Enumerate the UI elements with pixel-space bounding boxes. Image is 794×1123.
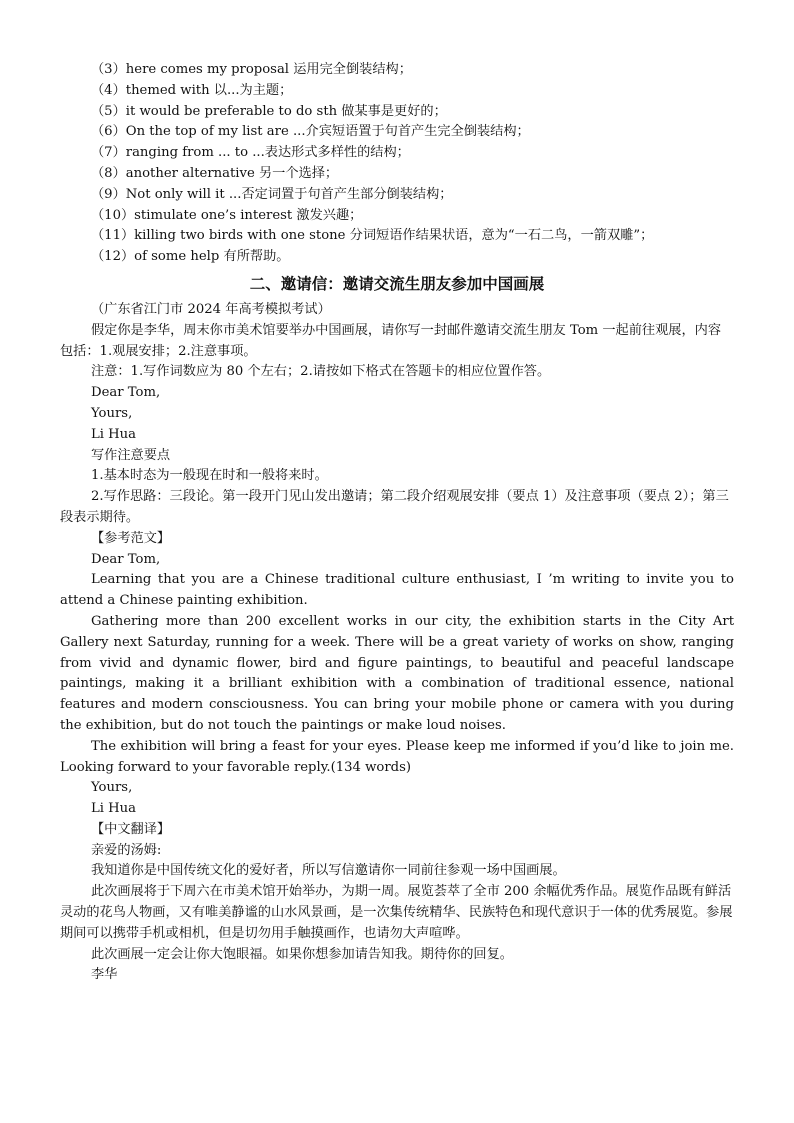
format-name: Li Hua [91, 426, 137, 442]
list-item: （5）it would be preferable to do sth 做某事是更好的； [91, 103, 447, 119]
cn-paragraph: 此次画展一定会让你大饱眼福。如果你想参加请告知我。期待你的回复。 [91, 946, 513, 962]
sample-name: Li Hua [91, 801, 137, 817]
list-item: （4）themed with 以...为主题； [91, 82, 293, 98]
list-item: （7）ranging from ... to ...表达形式多样性的结构； [91, 145, 410, 161]
document-page [60, 60, 734, 986]
sample-paragraph: Gathering more than 200 excellent works in our city, the exhibition starts in the City Art Gallery next Saturday, running for a week. There will be a great variety of works on show, ranging from vivid and dynamic flower, bird and figure paintings, to beautiful and peaceful landscape paintings, making it a brilliant exhibition with a combination of traditional essence, national features and modern consciousness. You can bring your mobile phone or camera with you during the exhibition, but do not touch the paintings or make loud noises. [60, 613, 734, 733]
format-salutation: Dear Tom, [91, 385, 161, 401]
tip-item: 2.写作思路：三段论。第一段开门见山发出邀请；第二段介绍观展安排（要点 1）及注意事项（要点 2）；第三段表示期待。 [60, 489, 729, 525]
cn-paragraph: 我知道你是中国传统文化的爱好者，所以写信邀请你一同前往参观一场中国画展。 [91, 863, 566, 879]
sample-label: 【参考范文】 [91, 530, 171, 546]
section-title: 二、邀请信：邀请交流生朋友参加中国画展 [249, 274, 545, 293]
list-item: （9）Not only will it ...否定词置于句首产生部分倒装结构； [91, 186, 453, 202]
tip-item: 1.基本时态为一般现在时和一般将来时。 [91, 468, 328, 484]
tips-title: 写作注意要点 [91, 447, 171, 463]
cn-name: 李华 [91, 967, 118, 983]
cn-paragraph: 此次画展将于下周六在市美术馆开始举办，为期一周。展览荟萃了全市 200 余幅优秀作品。展览作品既有鲜活灵动的花鸟人物画，又有唯美静谧的山水风景画，是一次集传统精华、民族特色和现代意识于一体的优秀展览。参展期间可以携带手机或相机，但是切勿用手触摸画作，也请勿大声喧哗。 [60, 884, 733, 941]
list-item: （11）killing two birds with one stone 分词短语作结果状语，意为“一石二鸟，一箭双雕”； [91, 228, 654, 244]
source-line: （广东省江门市 2024 年高考模拟考试） [91, 301, 331, 317]
list-item: （8）another alternative 另一个选择； [91, 165, 339, 181]
format-closing: Yours, [91, 405, 133, 421]
list-item: （10）stimulate one’s interest 激发兴趣； [91, 207, 363, 223]
list-item: （6）On the top of my list are ...介宾短语置于句首产生完全倒装结构； [91, 124, 530, 140]
sample-closing: Yours, [91, 780, 133, 796]
list-item: （12）of some help 有所帮助。 [91, 249, 290, 265]
list-item: （3）here comes my proposal 运用完全倒装结构； [91, 62, 412, 77]
writing-prompt: 假定你是李华，周末你市美术馆要举办中国画展，请你写一封邮件邀请交流生朋友 Tom 一起前往观展，内容包括：1.观展安排；2.注意事项。 [60, 322, 722, 359]
sample-salutation: Dear Tom, [91, 551, 161, 567]
writing-note: 注意：1.写作词数应为 80 个左右；2.请按如下格式在答题卡的相应位置作答。 [91, 364, 551, 380]
phrase-list [60, 60, 734, 268]
sample-paragraph: The exhibition will bring a feast for your eyes. Please keep me informed if you’d like to join me. Looking forward to your favorable reply.(134 words) [60, 738, 734, 775]
sample-paragraph: Learning that you are a Chinese traditional culture enthusiast, I ’m writing to invite you to attend a Chinese painting exhibition. [60, 572, 734, 609]
translation-label: 【中文翻译】 [91, 821, 171, 837]
cn-salutation: 亲爱的汤姆: [91, 842, 162, 858]
